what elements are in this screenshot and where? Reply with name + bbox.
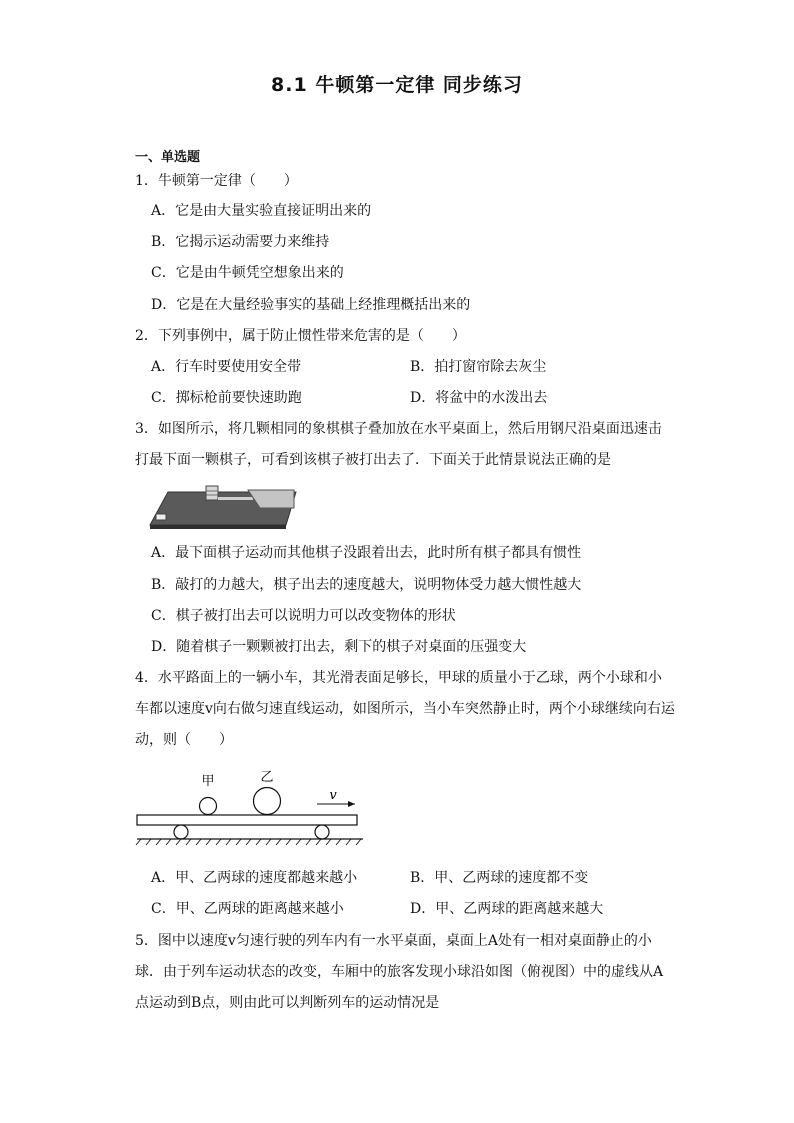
ball-b-label: 乙 (260, 770, 274, 785)
cart-wheel-right (315, 825, 329, 839)
cart-balls-figure (135, 766, 365, 848)
q2-option-b: B．拍打窗帘除去灰尘 (410, 359, 547, 375)
cart-body (137, 815, 357, 825)
question-5-stem: 5．图中以速度v匀速行驶的列车内有一水平桌面，桌面上A处有一相对桌面静止的小球．由于列车运动状态的改变，车厢中的旅客发现小球沿如图（俯视图）中的虚线从A点运动到B点，则由此可以判断列车的运动情况是 (135, 933, 664, 1011)
page-title: 8.1 牛顿第一定律 同步练习 (271, 74, 523, 96)
velocity-arrowhead (348, 801, 355, 807)
ball-b (254, 788, 281, 815)
question-4-stem: 4．水平路面上的一辆小车，其光滑表面足够长，甲球的质量小于乙球，两个小球和小车都以速度v向右做匀速直线运动，如图所示，当小车突然静止时，两个小球继续向右运动，则（ ） (135, 670, 675, 748)
question-1-stem: 1．牛顿第一定律（ ） (135, 173, 298, 189)
cart-wheel-left (174, 825, 188, 839)
q1-option-b: B．它揭示运动需要力来维持 (151, 234, 330, 250)
section-heading: 一、单选题 (135, 150, 201, 165)
chess-pieces-figure (148, 484, 298, 530)
q4-option-b: B．甲、乙两球的速度都不变 (410, 870, 589, 886)
q3-option-b: B．敲打的力越大，棋子出去的速度越大，说明物体受力越大惯性越大 (151, 577, 582, 593)
question-3-stem: 3．如图所示，将几颗相同的象棋棋子叠加放在水平桌面上，然后用钢尺沿桌面迅速击打最下面一颗棋子，可看到该棋子被打出去了．下面关于此情景说法正确的是 (135, 421, 662, 468)
q1-option-c: C．它是由牛顿凭空想象出来的 (151, 265, 344, 281)
velocity-label: v (329, 788, 337, 803)
q3-option-c: C．棋子被打出去可以说明力可以改变物体的形状 (151, 608, 456, 624)
q4-option-d: D．甲、乙两球的距离越来越大 (410, 901, 604, 917)
ball-a (200, 798, 217, 815)
q4-option-a: A．甲、乙两球的速度都越来越小 (151, 870, 358, 886)
q2-option-a: A．行车时要使用安全带 (151, 359, 302, 375)
q2-option-d: D．将盆中的水泼出去 (410, 390, 548, 406)
q3-option-d: D．随着棋子一颗颗被打出去，剩下的棋子对桌面的压强变大 (151, 639, 527, 655)
ground-hatching (136, 839, 361, 845)
q1-option-a: A．它是由大量实验直接证明出来的 (151, 203, 372, 219)
question-2-stem: 2．下列事例中，属于防止惯性带来危害的是（ ） (135, 328, 466, 344)
ball-a-label: 甲 (201, 774, 215, 789)
q2-option-c: C．掷标枪前要快速助跑 (151, 390, 302, 406)
q4-option-c: C．甲、乙两球的距离越来越小 (151, 901, 344, 917)
q1-option-d: D．它是在大量经验事实的基础上经推理概括出来的 (151, 297, 471, 313)
q3-option-a: A．最下面棋子运动而其他棋子没跟着出去，此时所有棋子都具有惯性 (151, 545, 582, 561)
